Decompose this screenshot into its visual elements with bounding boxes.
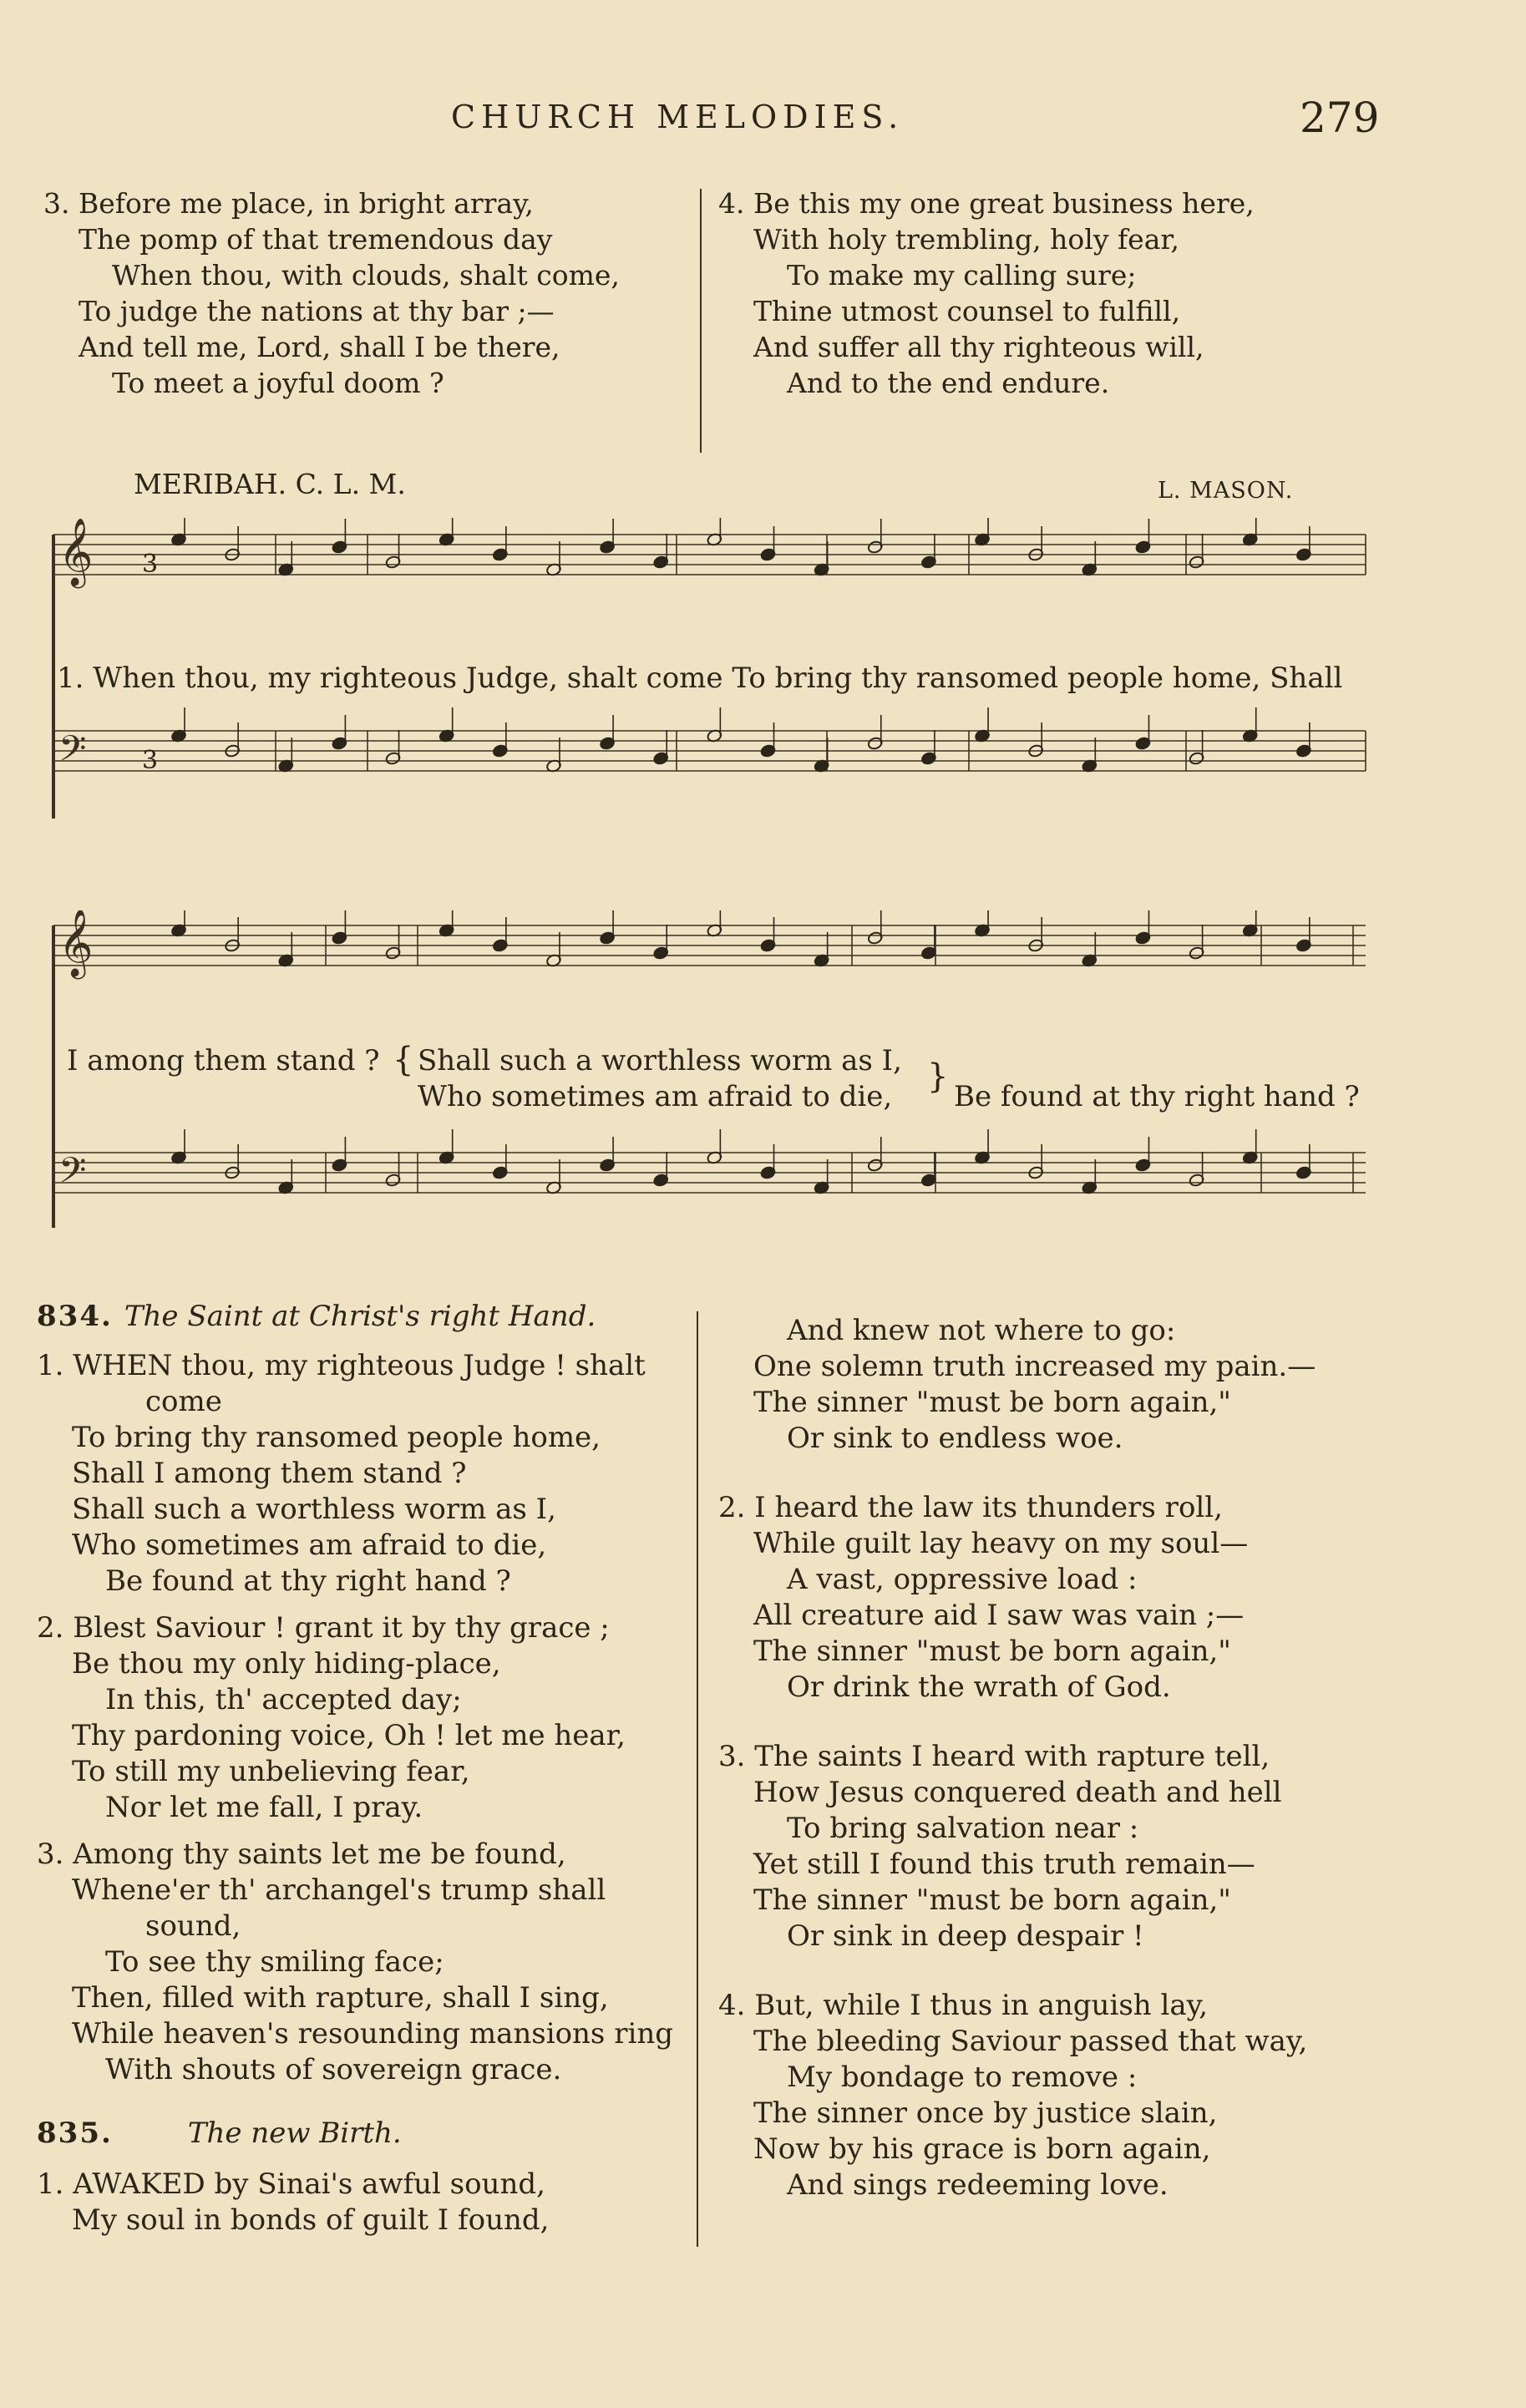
verse-line: With holy trembling, holy fear, (753, 223, 1180, 256)
verse-line: The sinner "must be born again," (753, 1386, 1231, 1419)
verse-line: Or sink to endless woe. (787, 1422, 1123, 1455)
verse-line: And sings redeeming love. (787, 2168, 1169, 2202)
verse-line: To meet a joyful doom ? (112, 367, 444, 399)
verse-spacer (718, 1954, 1316, 1988)
lyric-line-2c: Who sometimes am afraid to die, (418, 1080, 893, 1113)
time-signature: 3 (142, 746, 159, 775)
verse-line: The sinner "must be born again," (753, 1635, 1231, 1668)
verse-line: While guilt lay heavy on my soul— (753, 1527, 1249, 1560)
verse-line: Shall such a worthless worm as I, (72, 1493, 556, 1526)
stanza-3-left (43, 185, 620, 401)
verse-line: 3. The saints I heard with rapture tell, (718, 1740, 1270, 1773)
verse-line: 4. Be this my one great business here, (718, 187, 1255, 220)
running-header: CHURCH MELODIES. (451, 99, 905, 135)
verse-line: Shall I among them stand ? (72, 1457, 467, 1490)
hymn-834-verses (37, 1348, 673, 2099)
verse-line: How Jesus conquered death and hell (753, 1776, 1282, 1809)
treble-clef-icon: 𝄞 (58, 518, 94, 586)
verse-line: 4. But, while I thus in anguish lay, (718, 1989, 1209, 2022)
lyric-line-1: 1. When thou, my righteous Judge, shalt come To bring thy ransomed people home, Shall (57, 662, 1343, 695)
verse-line: With shouts of sovereign grace. (105, 2053, 562, 2086)
verse-line: Whene'er th' archangel's trump shall (72, 1873, 606, 1907)
verse-line: When thou, with clouds, shalt come, (112, 259, 620, 291)
verse-line: To make my calling sure; (787, 259, 1137, 291)
treble-clef-icon: 𝄞 (58, 910, 94, 976)
lyric-brace: { (393, 1041, 414, 1079)
verse-line: 3. Before me place, in bright array, (43, 187, 534, 220)
tune-name: MERIBAH. C. L. M. (134, 468, 406, 500)
verse-line: Yet still I found this truth remain— (753, 1848, 1255, 1881)
verse-block (37, 1610, 673, 1826)
verse-block (37, 1348, 673, 1599)
verse-line: All creature aid I saw was vain ;— (753, 1599, 1245, 1632)
verse-line: To bring salvation near : (787, 1812, 1139, 1845)
verse-line: The pomp of that tremendous day (79, 223, 553, 256)
verse-line: And to the end endure. (787, 367, 1110, 399)
lyric-brace: } (927, 1057, 949, 1096)
verse-line: My bondage to remove : (787, 2061, 1138, 2094)
verse-line: While heaven's resounding mansions ring (72, 2017, 673, 2051)
music-system-1 (50, 518, 1378, 835)
verse-line: The sinner once by justice slain, (753, 2096, 1218, 2130)
verse-line: Thine utmost counsel to fulfill, (753, 295, 1181, 327)
verse-block (718, 1988, 1316, 2203)
verse-line: Who sometimes am afraid to die, (72, 1528, 547, 1562)
time-signature: 3 (142, 550, 159, 579)
verse-line: Now by his grace is born again, (753, 2132, 1211, 2166)
verse-line: 2. I heard the law its thunders roll, (718, 1491, 1223, 1524)
verse-line: sound, (145, 1909, 241, 1943)
verse-line: 3. Among thy saints let me be found, (37, 1838, 566, 1871)
verse-line: Thy pardoning voice, Oh ! let me hear, (72, 1719, 626, 1752)
hymn-number: 835. (37, 2117, 113, 2150)
lyric-line-2d: Be found at thy right hand ? (954, 1080, 1360, 1113)
verse-line: Or drink the wrath of God. (787, 1670, 1171, 1704)
verse-line: My soul in bonds of guilt I found, (72, 2203, 550, 2237)
verse-line: 1. AWAKED by Sinai's awful sound, (37, 2167, 545, 2201)
bass-clef-icon: 𝄢 (58, 728, 87, 778)
verse-line: come (145, 1385, 222, 1418)
verse-line: To judge the nations at thy bar ;— (79, 295, 555, 327)
verse-spacer (718, 1457, 1316, 1490)
column-divider-bottom (697, 1311, 698, 2247)
verse-line: 1. WHEN thou, my righteous Judge ! shalt (37, 1349, 646, 1382)
verse-block (718, 1739, 1316, 1954)
hymn-835-verse-1-start (37, 2167, 549, 2238)
verse-block (718, 1490, 1316, 1706)
staff-notation-2 (50, 910, 1378, 1245)
verse-line: And suffer all thy righteous will, (753, 331, 1204, 363)
verse-line: Or sink in deep despair ! (787, 1919, 1144, 1953)
verse-line: 2. Blest Saviour ! grant it by thy grace ; (37, 1611, 610, 1645)
verse-line: And tell me, Lord, shall I be there, (79, 331, 560, 363)
hymn-title: The new Birth. (187, 2117, 402, 2150)
verse-line: To still my unbelieving fear, (72, 1755, 470, 1788)
lyric-line-2b: Shall such a worthless worm as I, (418, 1044, 902, 1077)
verse-line: Be found at thy right hand ? (105, 1564, 511, 1598)
verse-line: Then, filled with rapture, shall I sing, (72, 1981, 609, 2015)
verse-line: A vast, oppressive load : (787, 1563, 1138, 1596)
verse-block (718, 1313, 1316, 1457)
verse-block (37, 1837, 673, 2088)
verse-line: And knew not where to go: (787, 1314, 1176, 1347)
verse-line: The bleeding Saviour passed that way, (753, 2025, 1308, 2058)
hymn-835-heading (37, 2117, 402, 2150)
verse-line: To see thy smiling face; (105, 1945, 444, 1979)
hymn-835-continuation (718, 1313, 1316, 2203)
hymn-number: 834. (37, 1300, 113, 1333)
music-system-2 (50, 910, 1378, 1245)
verse-line: The sinner "must be born again," (753, 1883, 1231, 1917)
verse-line: To bring thy ransomed people home, (72, 1421, 601, 1454)
hymn-834-heading (37, 1300, 596, 1333)
column-divider-top (700, 189, 702, 453)
verse-line: One solemn truth increased my pain.— (753, 1350, 1316, 1383)
hymn-title: The Saint at Christ's right Hand. (124, 1300, 596, 1333)
lyric-line-2a: I among them stand ? (67, 1044, 380, 1077)
verse-line: Nor let me fall, I pray. (105, 1791, 423, 1824)
stanza-4-right (718, 185, 1255, 401)
page-number: 279 (1300, 94, 1380, 142)
verse-line: Be thou my only hiding-place, (72, 1647, 501, 1681)
verse-spacer (718, 1706, 1316, 1739)
verse-line: In this, th' accepted day; (105, 1683, 462, 1716)
bass-clef-icon: 𝄢 (58, 1150, 87, 1200)
composer: L. MASON. (1158, 478, 1294, 504)
